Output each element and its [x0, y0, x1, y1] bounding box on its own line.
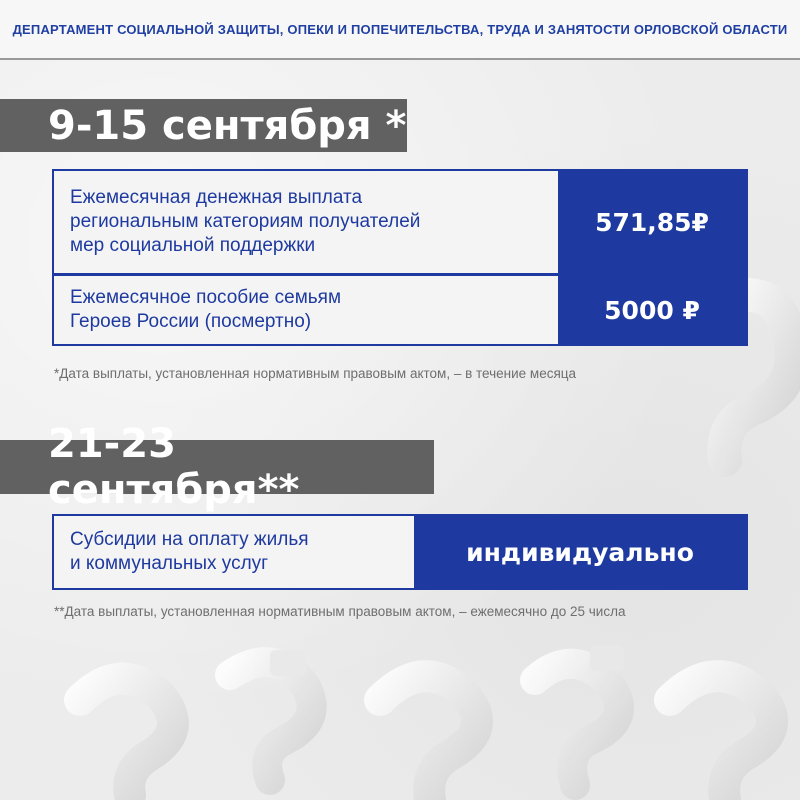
footnote-2: **Дата выплаты, установленная нормативным правовым актом, – ежемесячно до 25 числа [54, 604, 626, 619]
payment-description: Ежемесячное пособие семьям Героев России (посмертно) [70, 287, 342, 332]
department-header [0, 0, 800, 60]
date-banner-2: 21-23 сентября** [0, 440, 434, 494]
payment-amount: 571,85₽ [558, 171, 746, 273]
department-title: ДЕПАРТАМЕНТ СОЦИАЛЬНОЙ ЗАЩИТЫ, ОПЕКИ И ПОПЕЧИТЕЛЬСТВА, ТРУДА И ЗАНЯТОСТИ ОРЛОВСКОЙ ОБЛАСТИ [12, 21, 788, 37]
payment-row [52, 514, 748, 590]
date-banner-1: 9-15 сентября * [0, 99, 407, 152]
payment-description: Субсидии на оплату жилья и коммунальных услуг [70, 529, 309, 574]
footnote-1: *Дата выплаты, установленная нормативным правовым актом, – в течение месяца [54, 366, 576, 381]
question-mark-icon [380, 676, 477, 800]
question-mark-icon [670, 676, 772, 800]
payment-description: Ежемесячная денежная выплата региональным категориям получателей мер социальной поддержки [70, 187, 421, 256]
question-mark-icon [535, 645, 624, 785]
question-mark-icon [80, 679, 173, 795]
payment-row [52, 274, 748, 346]
payment-row [52, 169, 748, 275]
payment-amount: 5000 ₽ [558, 276, 746, 344]
payment-amount: индивидуально [414, 516, 746, 588]
question-mark-icon [230, 650, 312, 780]
